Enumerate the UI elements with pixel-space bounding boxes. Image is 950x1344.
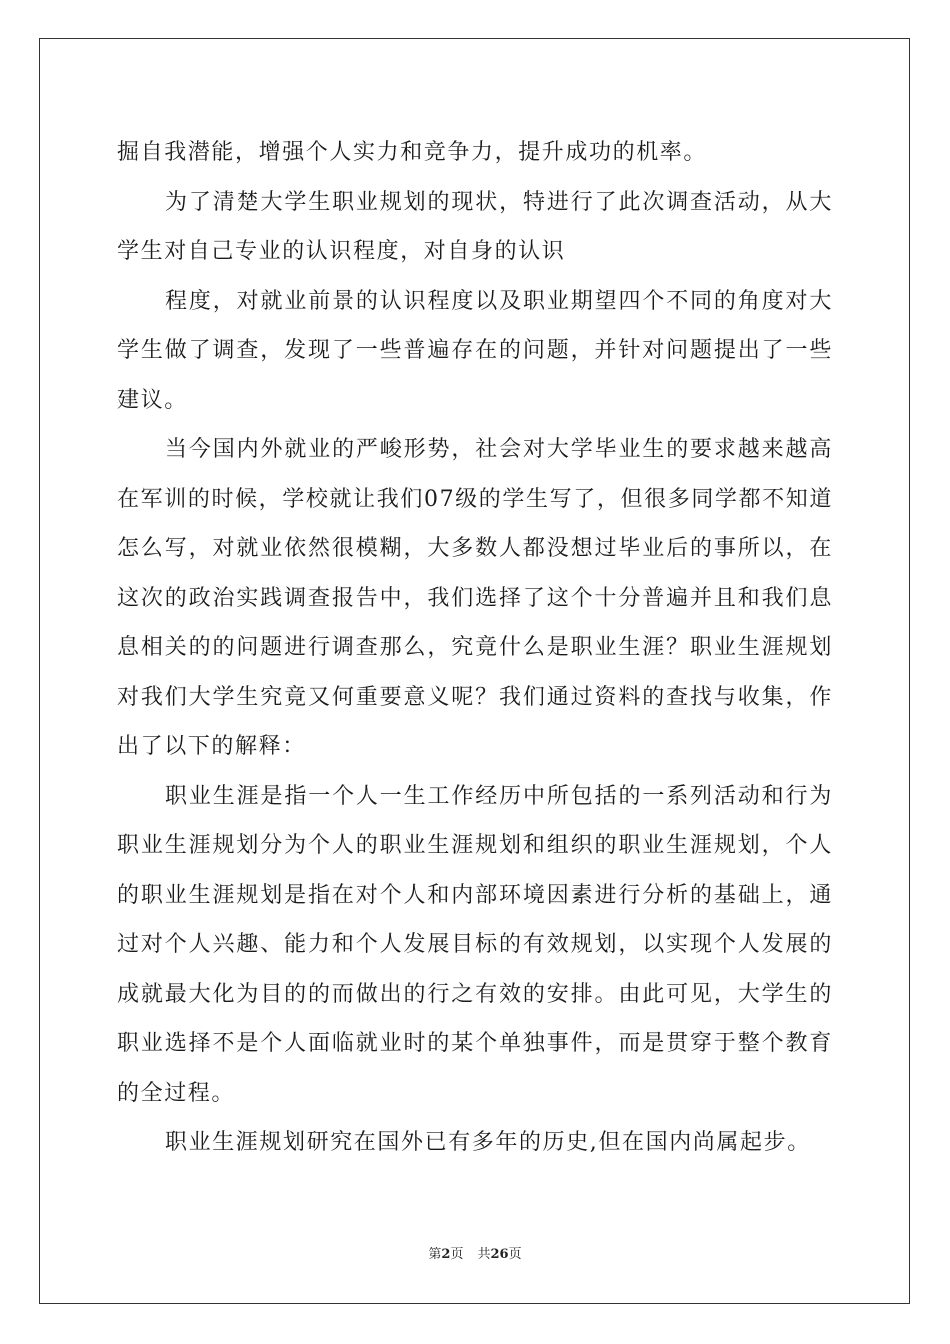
paragraph-6: 职业生涯规划研究在国外已有多年的历史,但在国内尚属起步。 bbox=[165, 1130, 811, 1155]
paragraph-2: 为了清楚大学生职业规划的现状，特进行了此次调查活动，从大学生对自己专业的认识程度，对自身的认识 bbox=[117, 189, 833, 264]
total-pages: 26 bbox=[490, 1247, 509, 1262]
paragraph-3: 程度，对就业前景的认识程度以及职业期望四个不同的角度对大学生做了调查，发现了一些普遍存在的问题，并针对问题提出了一些建议。 bbox=[117, 288, 833, 413]
document-body bbox=[117, 128, 833, 1168]
paragraph-5: 职业生涯是指一个人一生工作经历中所包括的一系列活动和行为职业生涯规划分为个人的职业生涯规划和组织的职业生涯规划，个人的职业生涯规划是指在对个人和内部环境因素进行分析的基础上，通过对个人兴趣、能力和个人发展目标的有效规划，以实现个人发展的成就最大化为目的的而做出的行之有效的安排。由此可见，大学生的职业选择不是个人面临就业时的某个单独事件，而是贯穿于整个教育的全过程。 bbox=[117, 783, 833, 1106]
page-prefix: 第 bbox=[428, 1247, 442, 1262]
page-footer bbox=[0, 1246, 950, 1264]
paragraph-4: 当今国内外就业的严峻形势，社会对大学毕业生的要求越来越高在军训的时候，学校就让我们07级的学生写了，但很多同学都不知道怎么写，对就业依然很模糊，大多数人都没想过毕业后的事所以，在这次的政治实践调查报告中，我们选择了这个十分普遍并且和我们息息相关的的问题进行调查那么，究竟什么是职业生涯？职业生涯规划对我们大学生究竟又何重要意义呢？我们通过资料的查找与收集，作出了以下的解释： bbox=[117, 437, 833, 759]
total-prefix: 共 bbox=[477, 1247, 491, 1262]
page-number: 2 bbox=[441, 1247, 451, 1262]
paragraph-1: 掘自我潜能，增强个人实力和竞争力，提升成功的机率。 bbox=[117, 140, 708, 165]
page-suffix: 页 bbox=[450, 1247, 464, 1262]
total-suffix: 页 bbox=[508, 1247, 522, 1262]
